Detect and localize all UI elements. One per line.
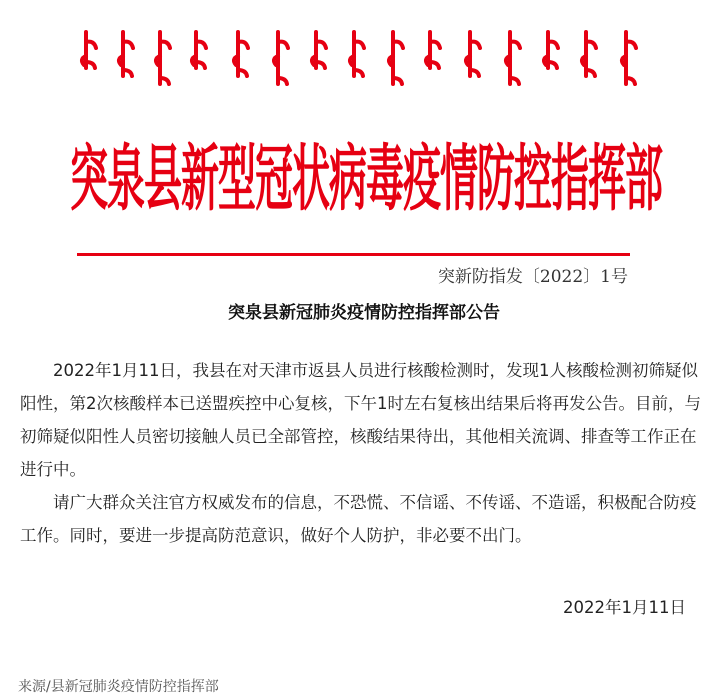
paragraph: 2022年1月11日，我县在对天津市返县人员进行核酸检测时，发现1人核酸检测初筛疑似阳性，第2次核酸样本已送盟疾控中心复核，下午1时左右复核出结果后将再发公告。目前，与初筛疑似阳性人员密切接触人员已全部管控，核酸结果待出，其他相关流调、排查等工作正在进行中。 bbox=[20, 361, 701, 479]
mongolian-glyph bbox=[312, 32, 326, 68]
mongolian-glyph bbox=[350, 32, 364, 76]
notice-title: 突泉县新冠肺炎疫情防控指挥部公告 bbox=[228, 303, 500, 323]
mongolian-glyph bbox=[389, 32, 403, 84]
mongolian-script-header bbox=[78, 28, 638, 90]
mongolian-glyph bbox=[156, 32, 170, 84]
notice-date: 2022年1月11日 bbox=[563, 598, 686, 617]
notice-body bbox=[20, 354, 710, 552]
source-credit: 来源/县新冠肺炎疫情防控指挥部 bbox=[18, 679, 219, 695]
mongolian-glyph bbox=[544, 32, 558, 68]
mongolian-glyph bbox=[582, 32, 596, 76]
red-divider bbox=[77, 253, 630, 256]
mongolian-glyph bbox=[234, 32, 248, 76]
mongolian-glyph bbox=[506, 32, 520, 84]
agency-title: 突泉县新型冠状病毒疫情防控指挥部 bbox=[70, 135, 663, 221]
paragraph: 请广大群众关注官方权威发布的信息，不恐慌、不信谣、不传谣、不造谣，积极配合防疫工作。同时，要进一步提高防范意识，做好个人防护，非必要不出门。 bbox=[20, 493, 697, 545]
mongolian-glyph bbox=[426, 32, 440, 68]
mongolian-glyph bbox=[274, 32, 288, 84]
mongolian-glyph bbox=[622, 32, 636, 84]
mongolian-glyph bbox=[466, 32, 480, 76]
mongolian-glyph bbox=[192, 32, 206, 68]
mongolian-glyph bbox=[119, 32, 133, 76]
document-number: 突新防指发〔2022〕1号 bbox=[437, 267, 628, 287]
mongolian-glyph bbox=[82, 32, 96, 68]
